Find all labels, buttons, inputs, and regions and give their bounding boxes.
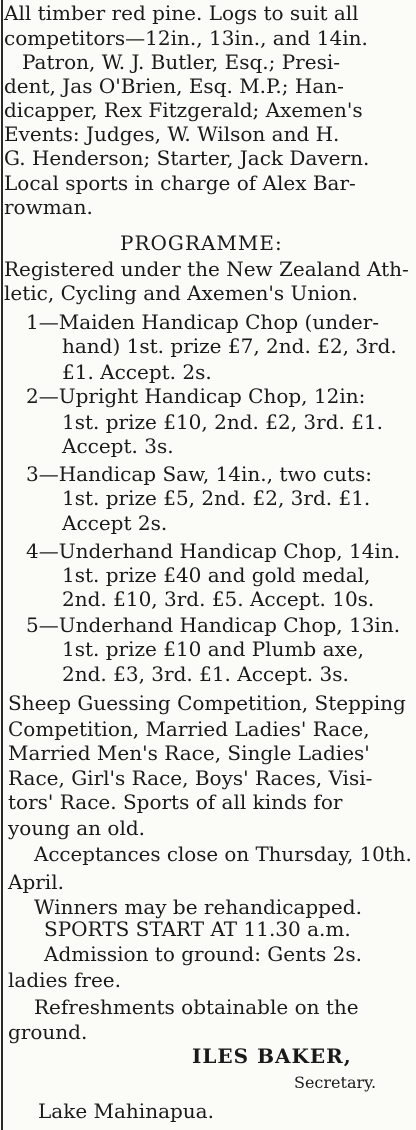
intro-line: dent, Jas O'Brien, Esq. M.P.; Han- bbox=[4, 74, 344, 98]
event-4-line: 1st. prize £40 and gold medal, bbox=[62, 563, 371, 587]
acceptances-line: April. bbox=[8, 870, 64, 894]
other-events-line: Race, Girl's Race, Boys' Races, Visi- bbox=[8, 766, 373, 790]
event-1-line: £1. Accept. 2s. bbox=[62, 360, 212, 384]
intro-line: G. Henderson; Starter, Jack Davern. bbox=[4, 146, 370, 170]
event-4-line: 4—Underhand Handicap Chop, 14in. bbox=[26, 539, 401, 563]
event-2-line: Accept. 3s. bbox=[62, 434, 174, 458]
intro-line: All timber red pine. Logs to suit all bbox=[4, 1, 359, 25]
intro-line: Events: Judges, W. Wilson and H. bbox=[4, 122, 340, 146]
signature-name: ILES BAKER, bbox=[192, 1044, 352, 1068]
event-2-line: 2—Upright Handicap Chop, 12in: bbox=[26, 384, 366, 408]
other-events-line: Sheep Guessing Competition, Stepping bbox=[8, 691, 406, 715]
event-5-line: 2nd. £3, 3rd. £1. Accept. 3s. bbox=[62, 662, 349, 686]
event-3-line: 3—Handicap Saw, 14in., two cuts: bbox=[26, 462, 373, 486]
event-1-line: hand) 1st. prize £7, 2nd. £2, 3rd. bbox=[62, 334, 397, 358]
other-events-line: young an old. bbox=[8, 816, 146, 840]
programme-heading: PROGRAMME: bbox=[120, 231, 283, 255]
column-rule bbox=[1, 0, 3, 1130]
signature-title: Secretary. bbox=[294, 1073, 377, 1092]
intro-line: Patron, W. J. Butler, Esq.; Presi- bbox=[22, 50, 340, 74]
signature-place: Lake Mahinapua. bbox=[38, 1099, 214, 1123]
other-events-line: Competition, Married Ladies' Race, bbox=[8, 717, 370, 741]
registered-line: letic, Cycling and Axemen's Union. bbox=[4, 281, 358, 305]
rehandicap-note: Winners may be rehandicapped. bbox=[34, 895, 362, 919]
sports-start-notice: SPORTS START AT 11.30 a.m. bbox=[44, 917, 351, 941]
other-events-line: Married Men's Race, Single Ladies' bbox=[8, 741, 370, 765]
admission-line: Admission to ground: Gents 2s. bbox=[44, 942, 363, 966]
event-2-line: 1st. prize £10, 2nd. £2, 3rd. £1. bbox=[62, 410, 384, 434]
registered-line: Registered under the New Zealand Ath- bbox=[4, 257, 409, 281]
event-5-line: 5—Underhand Handicap Chop, 13in. bbox=[26, 613, 401, 637]
event-3-line: 1st. prize £5, 2nd. £2, 3rd. £1. bbox=[62, 486, 371, 510]
refreshments-line: ground. bbox=[8, 1020, 88, 1044]
event-1-line: 1—Maiden Handicap Chop (under- bbox=[26, 310, 380, 334]
event-3-line: Accept 2s. bbox=[62, 511, 168, 535]
refreshments-line: Refreshments obtainable on the bbox=[34, 995, 359, 1019]
event-4-line: 2nd. £10, 3rd. £5. Accept. 10s. bbox=[62, 587, 375, 611]
intro-line: dicapper, Rex Fitzgerald; Axemen's bbox=[4, 98, 363, 122]
event-5-line: 1st. prize £10 and Plumb axe, bbox=[62, 637, 364, 661]
intro-line: rowman. bbox=[4, 195, 93, 219]
admission-line: ladies free. bbox=[8, 968, 121, 992]
other-events-line: tors' Race. Sports of all kinds for bbox=[8, 790, 343, 814]
acceptances-line: Acceptances close on Thursday, 10th. bbox=[34, 843, 412, 866]
intro-line: competitors—12in., 13in., and 14in. bbox=[4, 26, 368, 50]
intro-line: Local sports in charge of Alex Bar- bbox=[4, 171, 356, 195]
